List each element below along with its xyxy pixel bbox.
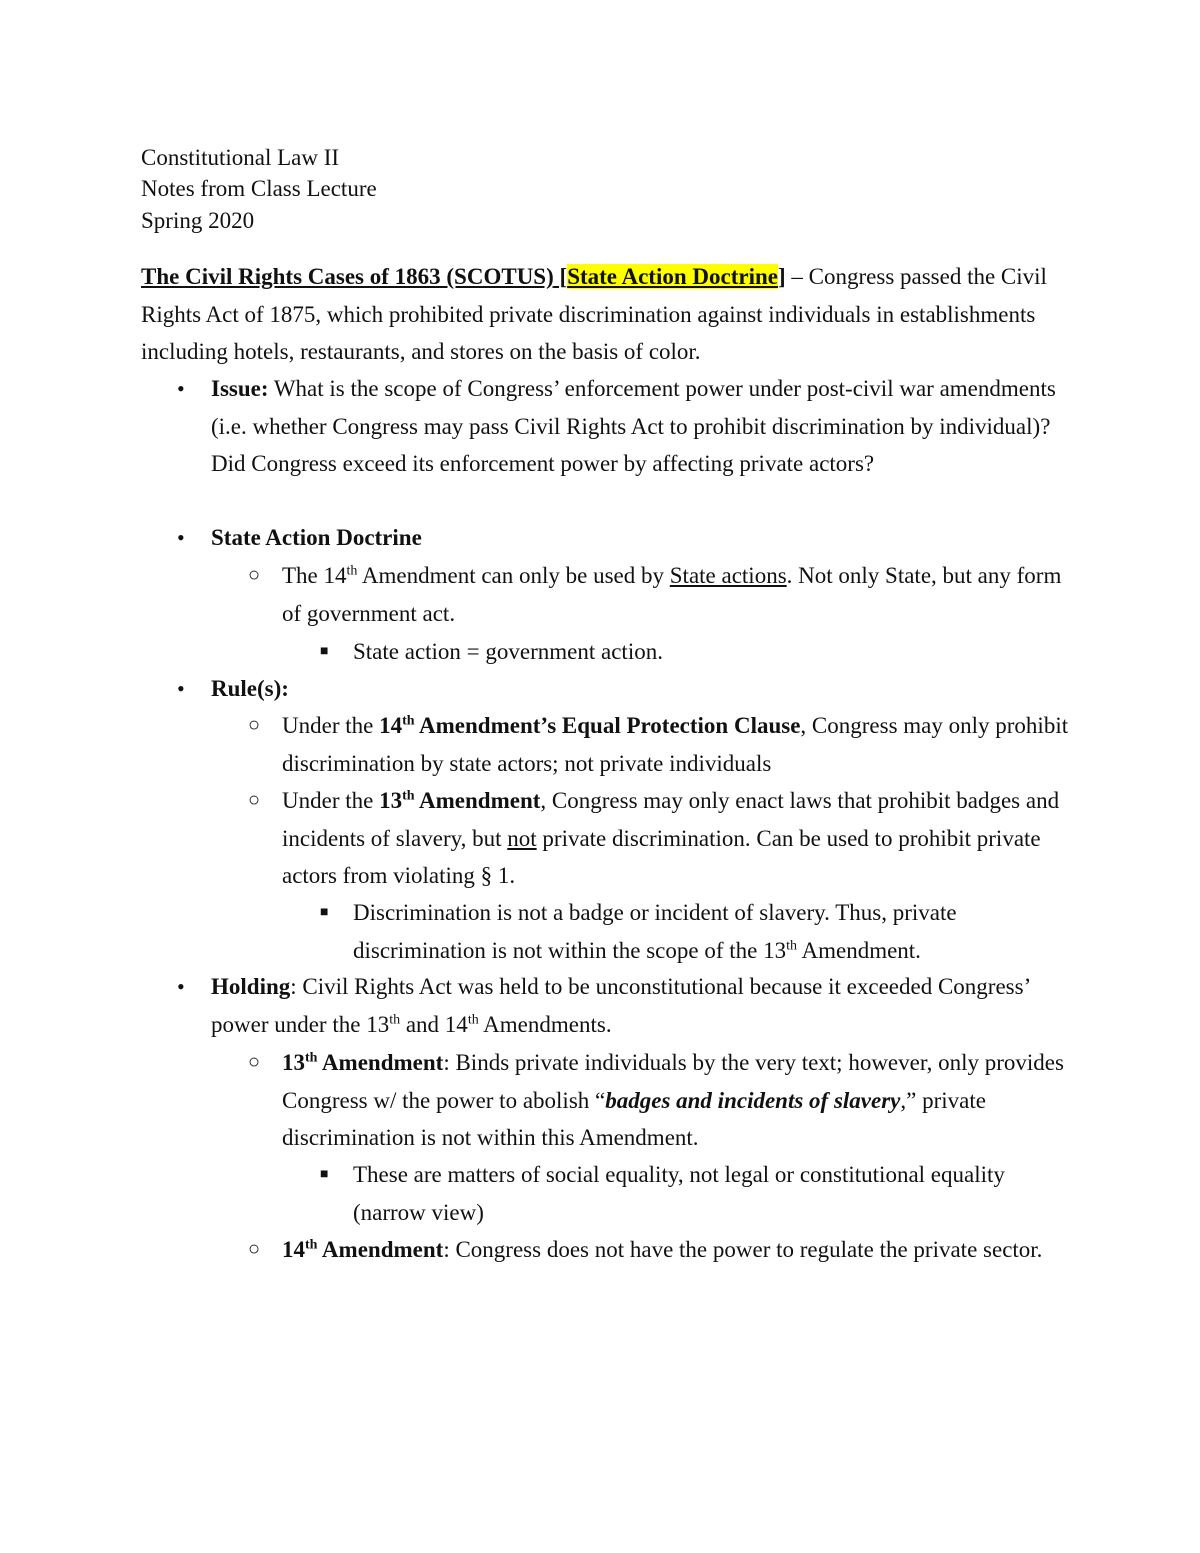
circle-bullet-icon: ○ (248, 564, 261, 586)
circle-bullet-icon: ○ (248, 1051, 261, 1073)
disc-bullet-icon: • (177, 376, 185, 401)
sad-label: State Action Doctrine (211, 525, 422, 550)
holding-item (211, 968, 1071, 1043)
intro-text: – Congress passed the Civil Rights Act of 1875, which prohibited private discrimination against individuals in establishments including hotels, restaurants, and stores on the basis of color. (141, 264, 1047, 364)
issue-label: Issue: (211, 376, 269, 401)
sad-sub-text: Amendment can only be used by (357, 563, 670, 588)
rule-text: private discrimination. Can be used to prohibit private actors from violating § 1. (282, 825, 1041, 888)
rule-bold: 14 (379, 713, 403, 738)
sad-note: State action = government action. (353, 639, 663, 664)
ordinal-sup: th (467, 1011, 479, 1027)
ordinal-sup: th (346, 563, 358, 579)
rule-note-text: Discrimination is not a badge or incident of slavery. Thus, private discrimination is not within the scope of the 13 (353, 900, 957, 963)
case-title: The Civil Rights Cases of 1863 (SCOTUS) (141, 264, 554, 289)
ordinal-sup: th (786, 937, 797, 953)
rule-note-text: Amendment. (797, 937, 921, 963)
square-bullet-icon: ■ (320, 905, 329, 920)
disc-bullet-icon: • (177, 525, 185, 550)
bracket-open: [ (553, 264, 568, 289)
rules-item (211, 670, 1071, 708)
rule-text: Under the (282, 713, 380, 738)
sad-sub-text: . Not only State, but any form of government act. (282, 563, 1062, 626)
state-actions-underline: State actions (669, 563, 787, 588)
holding-text: ,” private discrimination is not within this Amendment. (282, 1087, 986, 1150)
square-bullet-icon: ■ (320, 644, 329, 659)
sad-item (211, 519, 1071, 557)
rule-bold: Amendment’s Equal Protection Clause (414, 713, 801, 738)
ordinal-sup: th (402, 788, 415, 804)
square-bullet-icon: ■ (320, 1167, 329, 1182)
circle-bullet-icon: ○ (248, 789, 261, 811)
holding-text: and 14 (400, 1011, 468, 1037)
rule-bold: Amendment (414, 788, 541, 813)
circle-bullet-icon: ○ (248, 714, 261, 736)
holding-bold: Amendment (317, 1050, 444, 1075)
badges-phrase: badges and incidents of slavery (605, 1087, 901, 1113)
rule-text: Under the (282, 788, 380, 813)
case-intro-paragraph (141, 258, 1066, 371)
holding-bold: 14 (282, 1237, 305, 1262)
holding-text: : Binds private individuals by the very text; however, only provides Congress w/ the power to abolish “ (282, 1050, 1064, 1113)
ordinal-sup: th (305, 1050, 318, 1066)
bracket-close: ] (777, 264, 786, 289)
rule-2-note (353, 894, 1073, 969)
issue-item (211, 370, 1071, 483)
rule-text: , Congress may only prohibit discrimination by state actors; not private individuals (282, 713, 1069, 776)
rule-2 (282, 782, 1072, 895)
disc-bullet-icon: • (177, 974, 185, 999)
holding-bold: Amendment (317, 1237, 444, 1262)
doctrine-highlight: State Action Doctrine (567, 264, 778, 289)
rule-bold: 13 (379, 788, 403, 813)
holding-13th-note: These are matters of social equality, not legal or constitutional equality (narrow view) (353, 1162, 1005, 1225)
term-label: Spring 2020 (141, 208, 255, 233)
course-title: Constitutional Law II (141, 145, 340, 170)
rules-label: Rule(s): (211, 676, 289, 701)
circle-bullet-icon: ○ (248, 1238, 261, 1260)
holding-bold: 13 (282, 1050, 305, 1075)
not-underline: not (507, 825, 537, 851)
holding-text: : Congress does not have the power to regulate the private sector. (443, 1237, 1043, 1262)
holding-text: Amendments. (478, 1011, 612, 1037)
notes-subtitle: Notes from Class Lecture (141, 176, 377, 201)
issue-text: What is the scope of Congress’ enforcement power under post-civil war amendments (i.e. whether Congress may pass Civil Rights Act to prohibit discrimination by individual)? Did Congress exceed its enforcement power by affecting private actors? (211, 376, 1056, 476)
holding-14th (282, 1231, 1072, 1269)
disc-bullet-icon: • (177, 676, 185, 701)
ordinal-sup: th (389, 1011, 401, 1027)
sad-sub-text: The 14 (282, 563, 347, 588)
holding-13th (282, 1044, 1072, 1157)
sad-subitem (282, 557, 1072, 632)
holding-label: Holding (211, 974, 291, 999)
ordinal-sup: th (305, 1237, 318, 1253)
rule-text: , Congress may only enact laws that prohibit badges and incidents of slavery, but (282, 788, 1060, 851)
ordinal-sup: th (402, 713, 415, 729)
holding-text: : Civil Rights Act was held to be unconstitutional because it exceeded Congress’ power under the 13 (211, 974, 1030, 1037)
rule-1 (282, 707, 1072, 782)
